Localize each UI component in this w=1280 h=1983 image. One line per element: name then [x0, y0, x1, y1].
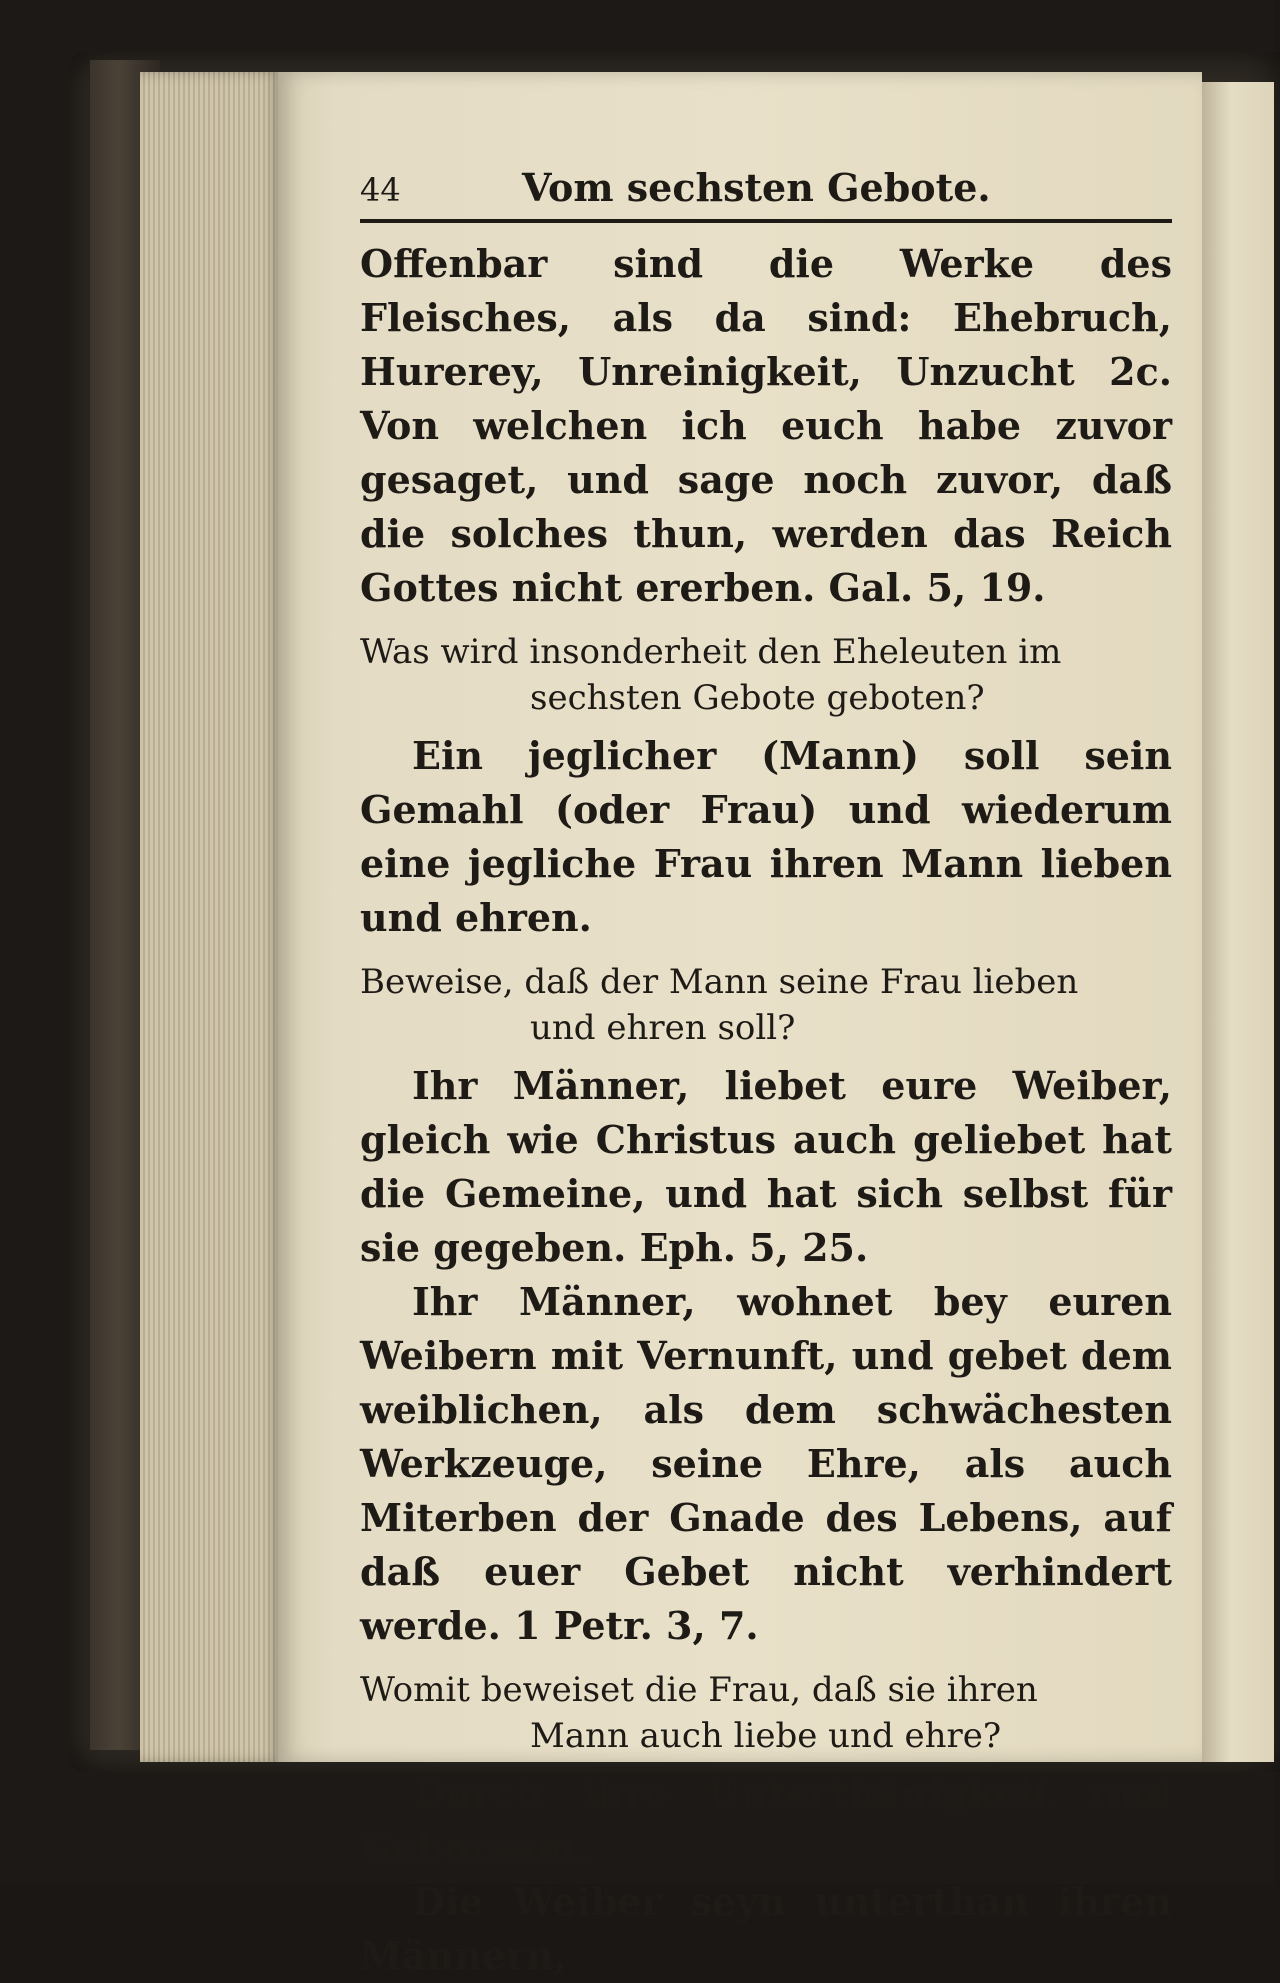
question-3-line-2: Mann auch liebe und ehre?: [530, 1716, 1002, 1756]
answer-4: Durch ihre Unterthänigkeit und Gehorsam.: [360, 1771, 1172, 1870]
page-text: [360, 165, 1172, 1983]
answer-3-peter: Ihr Männer, wohnet bey euren Weibern mit Vernunft, und gebet dem weiblichen, als dem schwächesten Werkzeuge, seine Ehre, als auch Miterben der Gnade des Lebens, auf daß euer Gebet nicht verhindert werde. 1 Petr. 3, 7.: [360, 1279, 1172, 1648]
answer-5: Die Weiber seyn unterthan ihren Männern,: [360, 1879, 1172, 1978]
facing-page-edge: [1202, 82, 1274, 1762]
answer-1: Ein jeglicher (Mann) soll sein Gemahl (oder Frau) und wiederum eine jegliche Frau ihren Mann lieben und ehren.: [360, 733, 1172, 940]
page-header: [360, 165, 1172, 213]
paragraph-scripture-galatians: Offenbar sind die Werke des Fleisches, als da sind: Ehebruch, Hurerey, Unreinigkeit, Unzucht 2c. Von welchen ich euch habe zuvor gesaget, und sage noch zuvor, daß die solches thun, werden das Reich Gottes nicht ererben. Gal. 5, 19.: [360, 241, 1172, 610]
question-1-line-2: sechsten Gebote geboten?: [530, 678, 985, 718]
answer-2-ephesians: Ihr Männer, liebet eure Weiber, gleich wie Christus auch geliebet hat die Gemeine, und hat sich selbst für sie gegeben. Eph. 5, 25.: [360, 1063, 1172, 1270]
question-1-line-1: Was wird insonderheit den Eheleuten im: [360, 632, 1062, 672]
page-number: 44: [360, 171, 401, 209]
question-2: [360, 959, 1172, 1051]
header-rule: [360, 219, 1172, 223]
running-head: Vom sechsten Gebote.: [522, 165, 991, 210]
question-2-line-1: Beweise, daß der Mann seine Frau lieben: [360, 962, 1079, 1002]
question-2-line-2: und ehren soll?: [530, 1008, 796, 1048]
question-3: [360, 1667, 1172, 1759]
page-edges: [140, 72, 282, 1762]
question-1: [360, 629, 1172, 721]
question-3-line-1: Womit beweiset die Frau, daß sie ihren: [360, 1670, 1038, 1710]
